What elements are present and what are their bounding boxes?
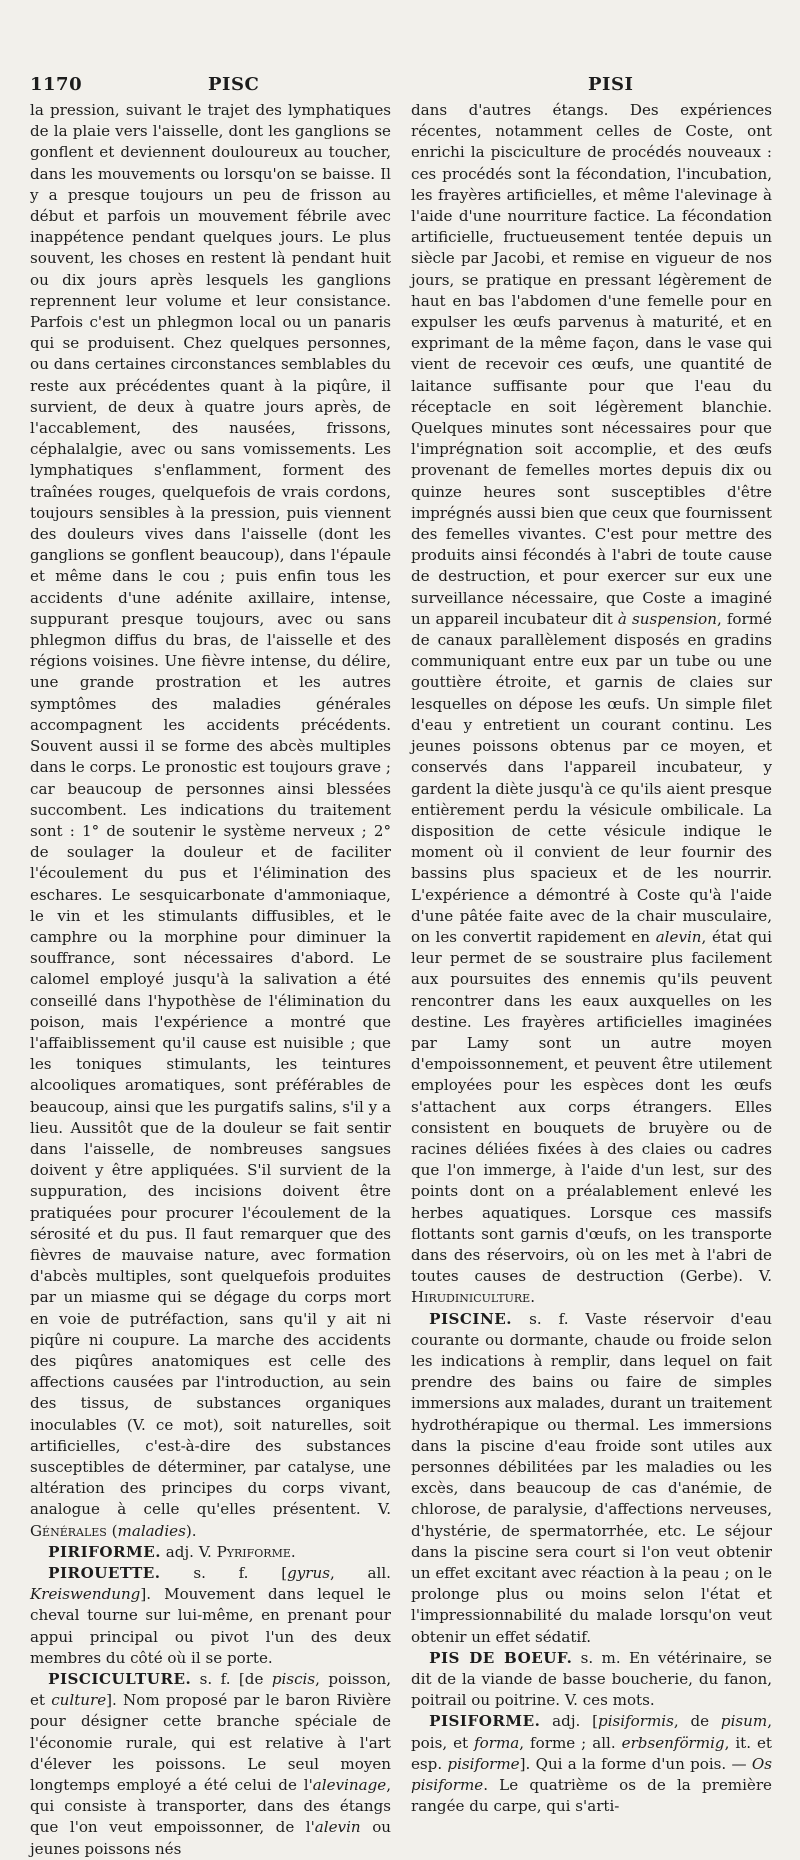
page-header: [30, 74, 772, 96]
entry-piscine: PISCINE. s. f. Vaste réservoir d'eau courante ou dormante, chaude ou froide selon les indications à remplir, dans lequel on fait prendre des bains ou faire de simples immersions aux malades, durant un traitement hydrothérapique ou thermal. Les immersions dans la piscine d'eau froide sont utiles aux personnes débilitées par les maladies ou les excès, dans beaucoup de cas d'anémie, de chlorose, de paralysie, d'affections nerveuses, d'hystérie, de spermatorrhée, etc. Le séjour dans la piscine sera court si l'on veut obtenir un effet excitant avec réaction à la peau ; on le prolonge plus ou moins selon l'état et l'impressionnabilité du malade lorsqu'on veut obtenir un effet sédatif.: [411, 1309, 772, 1646]
headword: PISCICULTURE.: [48, 1670, 192, 1689]
left-running-head: PISC: [208, 74, 260, 95]
entry-pisciculture: PISCICULTURE. s. f. [de piscis, poisson, et culture]. Nom proposé par le baron Rivière pour désigner cette branche spéciale de l'économie rurale, qui est relative à l'art d'élever les poissons. Le seul moyen longtemps employé a été celui de l'alevinage, qui consiste à transporter, dans des étangs que l'on veut empoissonner, de l'alevin ou jeunes poissons nés: [30, 1670, 391, 1858]
right-column: [411, 100, 773, 1816]
page-number: 1170: [30, 74, 83, 95]
entry-pis-de-boeuf: PIS DE BOEUF. s. m. En vétérinaire, se dit de la viande de basse boucherie, du fanon, poitrail ou poitrine. V. ces mots.: [411, 1648, 772, 1710]
headword: PISIFORME.: [429, 1712, 541, 1731]
headword: PIROUETTE.: [48, 1564, 161, 1583]
headword: PIS DE BOEUF.: [429, 1648, 573, 1667]
continued-paragraph: dans d'autres étangs. Des expériences récentes, notamment celles de Coste, ont enrichi la pisciculture de procédés nouveaux : ces procédés sont la fécondation, l'incubation, les frayères artificielles, et même l'alevinage à l'aide d'une nourriture factice. La fécondation artificielle, fructueusement tentée depuis un siècle par Jacobi, et remise en vigueur de nos jours, se pratique en pressant légèrement de haut en bas l'abdomen d'une femelle pour en expulser les œufs parvenus à maturité, et en exprimant de la même façon, dans le vase qui vient de recevoir ces œufs, une quantité de laitance suffisante pour que l'eau du réceptacle en soit légèrement blanchie. Quelques minutes sont nécessaires pour que l'imprégnation soit accomplie, et des œufs provenant de femelles mortes depuis dix ou quinze heures sont susceptibles d'être imprégnés aussi bien que ceux que fournissent des femelles vivantes. C'est pour mettre des produits ainsi fécondés à l'abri de toute cause de destruction, et pour exercer sur eux une surveillance nécessaire, que Coste a imaginé un appareil incubateur dit à suspension, formé de canaux parallèlement disposés en gradins communiquant entre eux par un tube ou une gouttière étroite, et garnis de claies sur lesquelles on dépose les œufs. Un simple filet d'eau y entretient un courant continu. Les jeunes poissons obtenus par ce moyen, et conservés dans l'appareil incubateur, y gardent la diète jusqu'à ce qu'ils aient presque entièrement perdu la vésicule ombilicale. La disposition de cette vésicule indique le moment où il convient de leur fournir des bassins plus spacieux et de les nourrir. L'expérience a démontré à Coste qu'à l'aide d'une pâtée faite avec de la chair musculaire, on les convertit rapidement en alevin, état qui leur permet de se soustraire plus facilement aux poursuites des ennemis qu'ils peuvent rencontrer dans les eaux auxquelles on les destine. Les frayères artificielles imaginées par Lamy sont un autre moyen d'empoissonnement, et peuvent être utilement employées pour les espèces dont les œufs s'attachent aux corps étrangers. Elles consistent en bouquets de bruyère ou de racines déliées fixées à des claies ou cadres que l'on immerge, à l'aide d'un lest, sur des points dont on a préalablement enlevé les herbes aquatiques. Lorsque ces massifs flottants sont garnis d'œufs, on les transporte dans des réservoirs, où on les met à l'abri de toutes causes de destruction (Gerbe). V. Hirudiniculture.: [411, 101, 772, 1307]
entry-pirouette: PIROUETTE. s. f. [gyrus, all. Kreiswendung]. Mouvement dans lequel le cheval tourne sur lui-même, en prenant pour appui principal ou pivot l'un des deux membres du côté où il se porte.: [30, 1564, 391, 1667]
entry-pisiforme: PISIFORME. adj. [pisiformis, de pisum, pois, et forma, forme ; all. erbsenförmig, it. et esp. pisiforme]. Qui a la forme d'un pois. — Os pisiforme. Le quatrième os de la première rangée du carpe, qui s'arti-: [411, 1712, 773, 1816]
left-column: [30, 100, 391, 1858]
headword: PISCINE.: [429, 1309, 513, 1328]
text-columns: [30, 100, 773, 1858]
headword: PIRIFORME.: [48, 1542, 161, 1561]
continued-paragraph: la pression, suivant le trajet des lymphatiques de la plaie vers l'aisselle, dont les ganglions se gonflent et deviennent douloureux au toucher, dans les mouvements ou lorsqu'on se baisse. Il y a presque toujours un peu de frisson au début et parfois un mouvement fébrile avec inappétence pendant quelques jours. Le plus souvent, les choses en restent là pendant huit ou dix jours après lesquels les ganglions reprennent leur volume et leur consistance. Parfois c'est un phlegmon local ou un panaris qui se produisent. Chez quelques personnes, ou dans certaines circonstances semblables du reste aux précédentes quant à la piqûre, il survient, de deux à quatre jours après, de l'accablement, des nausées, frissons, céphalalgie, avec ou sans vomissements. Les lymphatiques s'enflamment, forment des traînées rouges, quelquefois de vrais cordons, toujours sensibles à la pression, puis viennent des douleurs vives dans l'aisselle (dont les ganglions se gonflent beaucoup), dans l'épaule et même dans le cou ; puis enfin tous les accidents d'une adénite axillaire, intense, suppurant presque toujours, avec ou sans phlegmon diffus du bras, de l'aisselle et des régions voisines. Une fièvre intense, du délire, une grande prostration et les autres symptômes des maladies générales accompagnent les accidents précédents. Souvent aussi il se forme des abcès multiples dans le corps. Le pronostic est toujours grave ; car beaucoup de personnes ainsi blessées succombent. Les indications du traitement sont : 1° de soutenir le système nerveux ; 2° de soulager la douleur et de faciliter l'écoulement du pus et l'élimination des eschares. Le sesquicarbonate d'ammoniaque, le vin et les stimulants diffusibles, et le camphre ou la morphine pour diminuer la souffrance, sont nécessaires d'abord. Le calomel employé jusqu'à la salivation a été conseillé dans l'hypothèse de l'élimination du poison, mais l'expérience a montré que l'affaiblissement qu'il cause est nuisible ; que les toniques stimulants, les teintures alcooliques aromatiques, sont préférables de beaucoup, ainsi que les purgatifs salins, s'il y a lieu. Aussitôt que de la douleur se fait sentir dans l'aisselle, de nombreuses sangsues doivent y être appliquées. S'il survient de la suppuration, des incisions doivent être pratiquées pour procurer l'écoulement de la sérosité et du pus. Il faut remarquer que des fièvres de mauvaise nature, avec formation d'abcès multiples, sont quelquefois produites par un miasme qui se dégage du corps mort en voie de putréfaction, sans qu'il y ait ni piqûre ni coupure. La marche des accidents des piqûres anatomiques est celle des affections causées par l'introduction, au sein des tissus, de substances organiques inoculables (V. ce mot), soit naturelles, soit artificielles, c'est-à-dire des substances susceptibles de déterminer, par catalyse, une altération des principes du corps vivant, analogue à celle qu'elles présentent. V. Générales (maladies).: [30, 101, 391, 1540]
entry-piriforme: PIRIFORME. adj. V. Pyriforme.: [48, 1542, 296, 1561]
right-running-head: PISI: [588, 74, 634, 95]
